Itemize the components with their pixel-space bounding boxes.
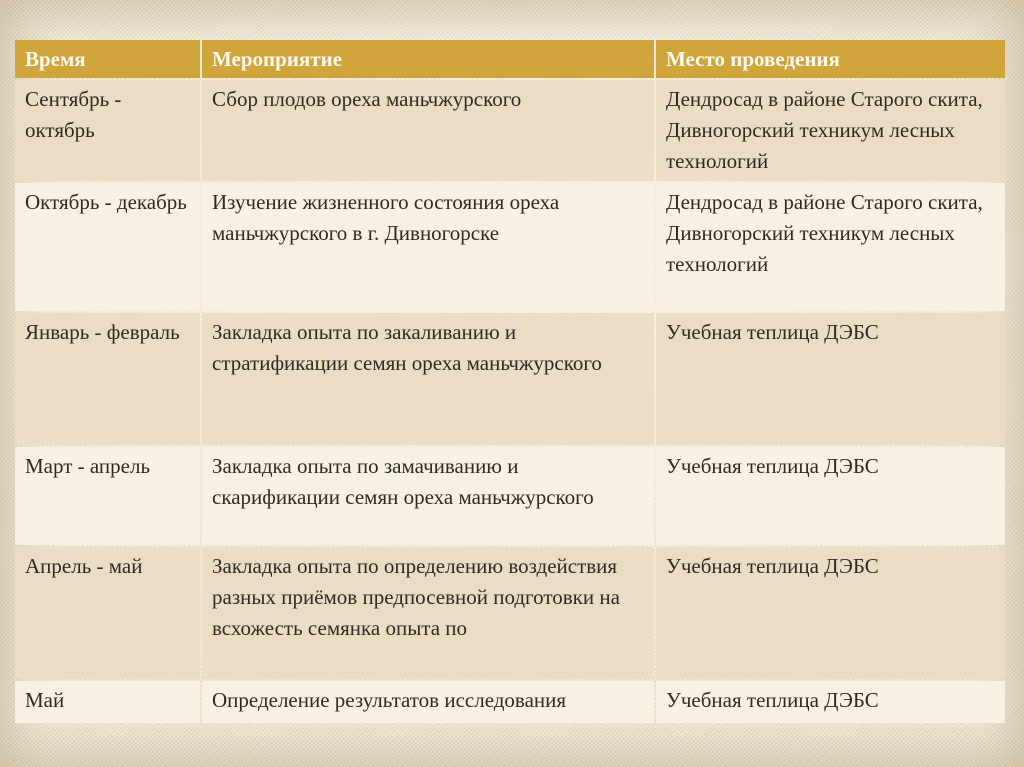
cell-place: Учебная теплица ДЭБС [656,547,1005,679]
cell-activity: Закладка опыта по закаливанию и стратификации семян ореха маньчжурского [202,313,654,445]
table-row [15,681,1005,723]
column-header-time: Время [15,40,200,78]
table-row [15,313,1005,445]
cell-time: Апрель - май [15,547,200,679]
table-row [15,547,1005,679]
cell-place: Учебная теплица ДЭБС [656,681,1005,723]
cell-activity: Определение результатов исследования [202,681,654,723]
cell-time: Март - апрель [15,447,200,545]
cell-place: Дендросад в районе Старого скита, Дивногорский техникум лесных технологий [656,80,1005,181]
cell-time: Май [15,681,200,723]
cell-place: Учебная теплица ДЭБС [656,313,1005,445]
cell-activity: Сбор плодов ореха маньчжурского [202,80,654,181]
cell-activity: Закладка опыта по замачиванию и скарификации семян ореха маньчжурского [202,447,654,545]
table-row [15,447,1005,545]
cell-activity: Изучение жизненного состояния ореха маньчжурского в г. Дивногорске [202,183,654,311]
cell-time: Январь - февраль [15,313,200,445]
cell-time: Октябрь - декабрь [15,183,200,311]
cell-place: Учебная теплица ДЭБС [656,447,1005,545]
cell-activity: Закладка опыта по определению воздействия разных приёмов предпосевной подготовки на всхожесть семянка опыта по [202,547,654,679]
table-row [15,183,1005,311]
cell-place: Дендросад в районе Старого скита, Дивногорский техникум лесных технологий [656,183,1005,311]
cell-time: Сентябрь - октябрь [15,80,200,181]
header-row [15,40,1005,78]
column-header-activity: Мероприятие [202,40,654,78]
table-row [15,80,1005,181]
column-header-place: Место проведения [656,40,1005,78]
schedule-table [13,38,1007,725]
